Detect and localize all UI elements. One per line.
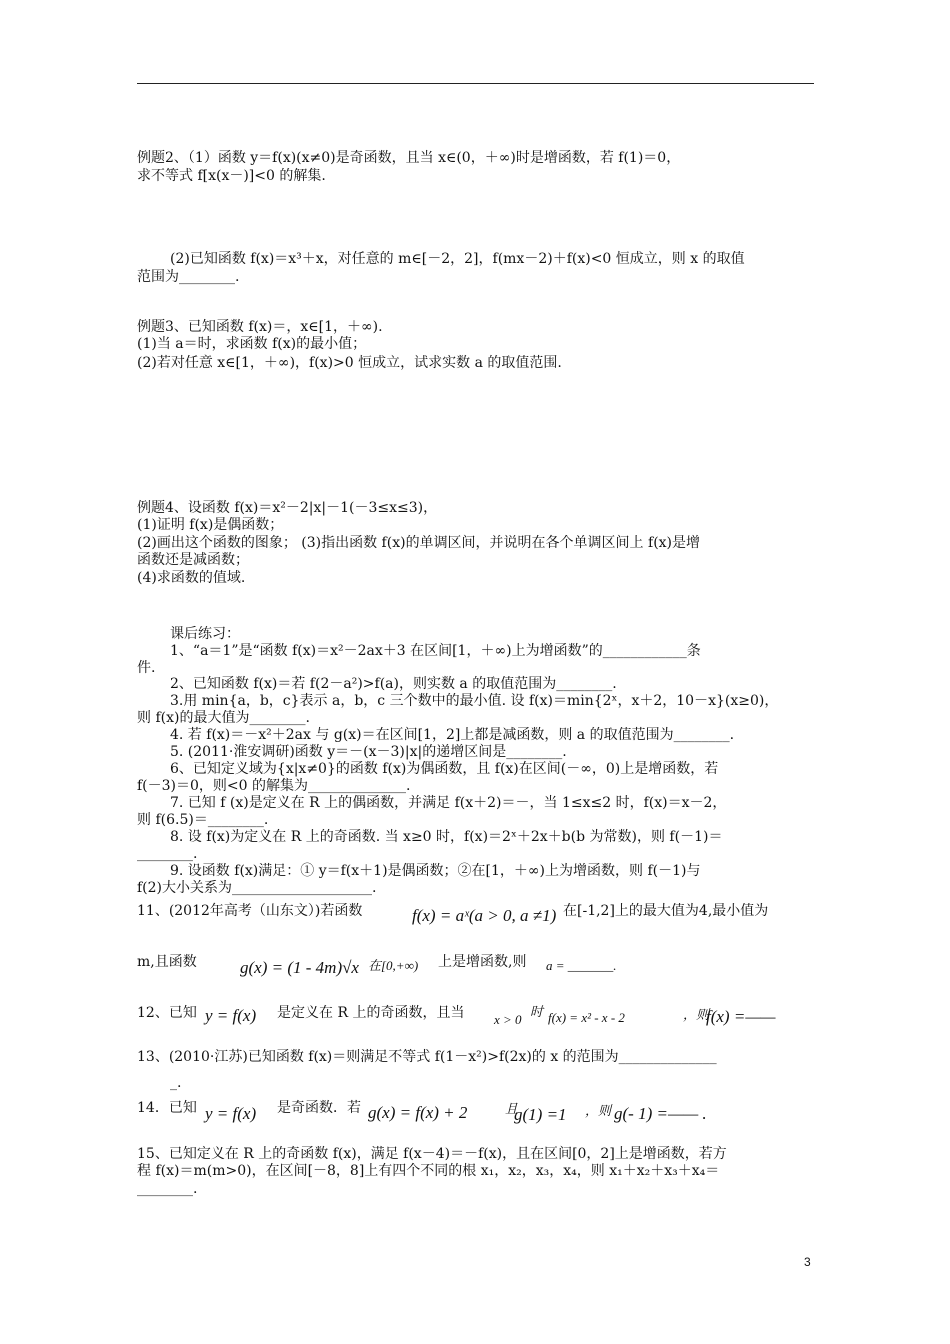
text-line: 范围为________. — [137, 269, 240, 285]
text-line: 例题2、（1）函数 y＝f(x)(x≠0)是奇函数，且当 x∈(0，＋∞)时是增函数，若 f(1)＝0， — [137, 150, 681, 166]
text-line: 13、(2010·江苏)已知函数 f(x)＝则满足不等式 f(1－x²)>f(2x)的 x 的范围为______________ — [137, 1049, 717, 1065]
text-line: (2)画出这个函数的图象； (3)指出函数 f(x)的单调区间，并说明在各个单调区间上 f(x)是增 — [137, 535, 701, 551]
text-line: ________. — [137, 846, 198, 862]
text-line: 4. 若 f(x)＝－x²＋2ax 与 g(x)＝在区间[1，2]上都是减函数，则 a 的取值范围为________. — [170, 727, 735, 743]
text-line: 则 f(6.5)＝________. — [137, 812, 269, 828]
formula: a = _______. — [546, 958, 617, 973]
text-line: (1)当 a＝时，求函数 f(x)的最小值； — [137, 336, 367, 352]
text-line: 9. 设函数 f(x)满足：① y＝f(x＋1)是偶函数；②在[1，＋∞)上为增函数，则 f(－1)与 — [170, 863, 701, 879]
formula: f(x) =—— — [706, 1007, 776, 1026]
text-line: f(－3)＝0，则<0 的解集为______________. — [137, 778, 411, 794]
text-line: 6、已知定义域为{x|x≠0}的函数 f(x)为偶函数，且 f(x)在区间(－∞，0)上是增函数，若 — [170, 761, 719, 777]
text-line: 是奇函数．若 — [277, 1100, 361, 1116]
text-line: 2、已知函数 f(x)＝若 f(2－a²)>f(a)，则实数 a 的取值范围为________. — [170, 676, 617, 692]
text-line: 求不等式 f[x(x－)]<0 的解集. — [137, 168, 326, 184]
text-line: 12、已知 — [137, 1005, 197, 1021]
text-line: (2)已知函数 f(x)＝x³＋x，对任意的 m∈[－2，2]，f(mx－2)＋f(x)<0 恒成立，则 x 的取值 — [170, 251, 745, 267]
formula: g(x) = f(x) + 2 — [368, 1103, 468, 1122]
formula: y = f(x) — [205, 1104, 257, 1123]
formula: g(x) = (1 - 4m)√x — [240, 958, 359, 977]
text-line: 程 f(x)＝m(m>0)，在区间[－8，8]上有四个不同的根 x₁，x₂，x₃，x₄，则 x₁＋x₂＋x₃＋x₄＝ — [137, 1163, 720, 1179]
formula: 且 — [505, 1101, 519, 1116]
text-line: 例题4、设函数 f(x)＝x²－2|x|－1(－3≤x≤3)， — [137, 500, 438, 516]
text-line: 8. 设 f(x)为定义在 R 上的奇函数. 当 x≥0 时，f(x)＝2ˣ＋2x＋b(b 为常数)，则 f(－1)＝ — [170, 829, 723, 845]
formula: g(- 1) =—— . — [614, 1104, 707, 1123]
text-line: 是定义在 R 上的奇函数，且当 — [277, 1005, 465, 1021]
formula: 时 — [530, 1004, 544, 1019]
formula: ，则 — [585, 1103, 612, 1118]
text-line: 1、“a＝1”是“函数 f(x)＝x²－2ax＋3 在区间[1，＋∞)上为增函数”的____________条 — [170, 643, 701, 659]
page-number: 3 — [804, 1255, 811, 1269]
formula: f(x) = x² - x - 2 — [548, 1010, 625, 1025]
formula: x > 0 — [494, 1012, 522, 1027]
text-line: _. — [170, 1075, 182, 1091]
text-line: 上是增函数,则 — [438, 954, 527, 970]
text-line: 件. — [137, 660, 156, 676]
text-line: 则 f(x)的最大值为________. — [137, 710, 310, 726]
text-line: m,且函数 — [137, 954, 197, 970]
text-line: 课后练习： — [170, 626, 240, 642]
text-line: (2)若对任意 x∈[1，＋∞)，f(x)>0 恒成立，试求实数 a 的取值范围. — [137, 355, 562, 371]
text-line: 5. (2011·淮安调研)函数 y＝－(x－3)|x|的递增区间是________. — [170, 744, 567, 760]
text-line: (4)求函数的值域. — [137, 570, 246, 586]
text-line: 14．已知 — [137, 1100, 197, 1116]
text-line: 在[-1,2]上的最大值为4,最小值为 — [563, 903, 769, 919]
text-line: 7. 已知 f (x)是定义在 R 上的偶函数，并满足 f(x＋2)＝－，当 1≤x≤2 时，f(x)＝x－2， — [170, 795, 727, 811]
formula: f(x) = aˣ(a > 0, a ≠1) — [412, 906, 557, 925]
text-line: f(2)大小关系为____________________. — [137, 880, 377, 896]
formula: ，则 — [683, 1007, 710, 1022]
formula: y = f(x) — [205, 1006, 257, 1025]
text-line: 3.用 min{a，b，c}表示 a，b，c 三个数中的最小值. 设 f(x)＝min{2ˣ，x＋2，10－x}(x≥0)， — [170, 693, 779, 709]
text-line: 函数还是减函数； — [137, 552, 249, 568]
formula: g(1) =1 — [514, 1105, 567, 1124]
text-line: (1)证明 f(x)是偶函数； — [137, 517, 284, 533]
text-line: 11、(2012年高考（山东文）)若函数 — [137, 903, 363, 919]
text-line: ________. — [137, 1181, 198, 1197]
text-line: 例题3、已知函数 f(x)＝，x∈[1，＋∞). — [137, 319, 383, 335]
text-line: 15、已知定义在 R 上的奇函数 f(x)，满足 f(x－4)＝－f(x)，且在区间[0，2]上是增函数，若方 — [137, 1146, 727, 1162]
header-rule — [137, 83, 814, 84]
formula: 在[0,+∞) — [368, 958, 419, 973]
